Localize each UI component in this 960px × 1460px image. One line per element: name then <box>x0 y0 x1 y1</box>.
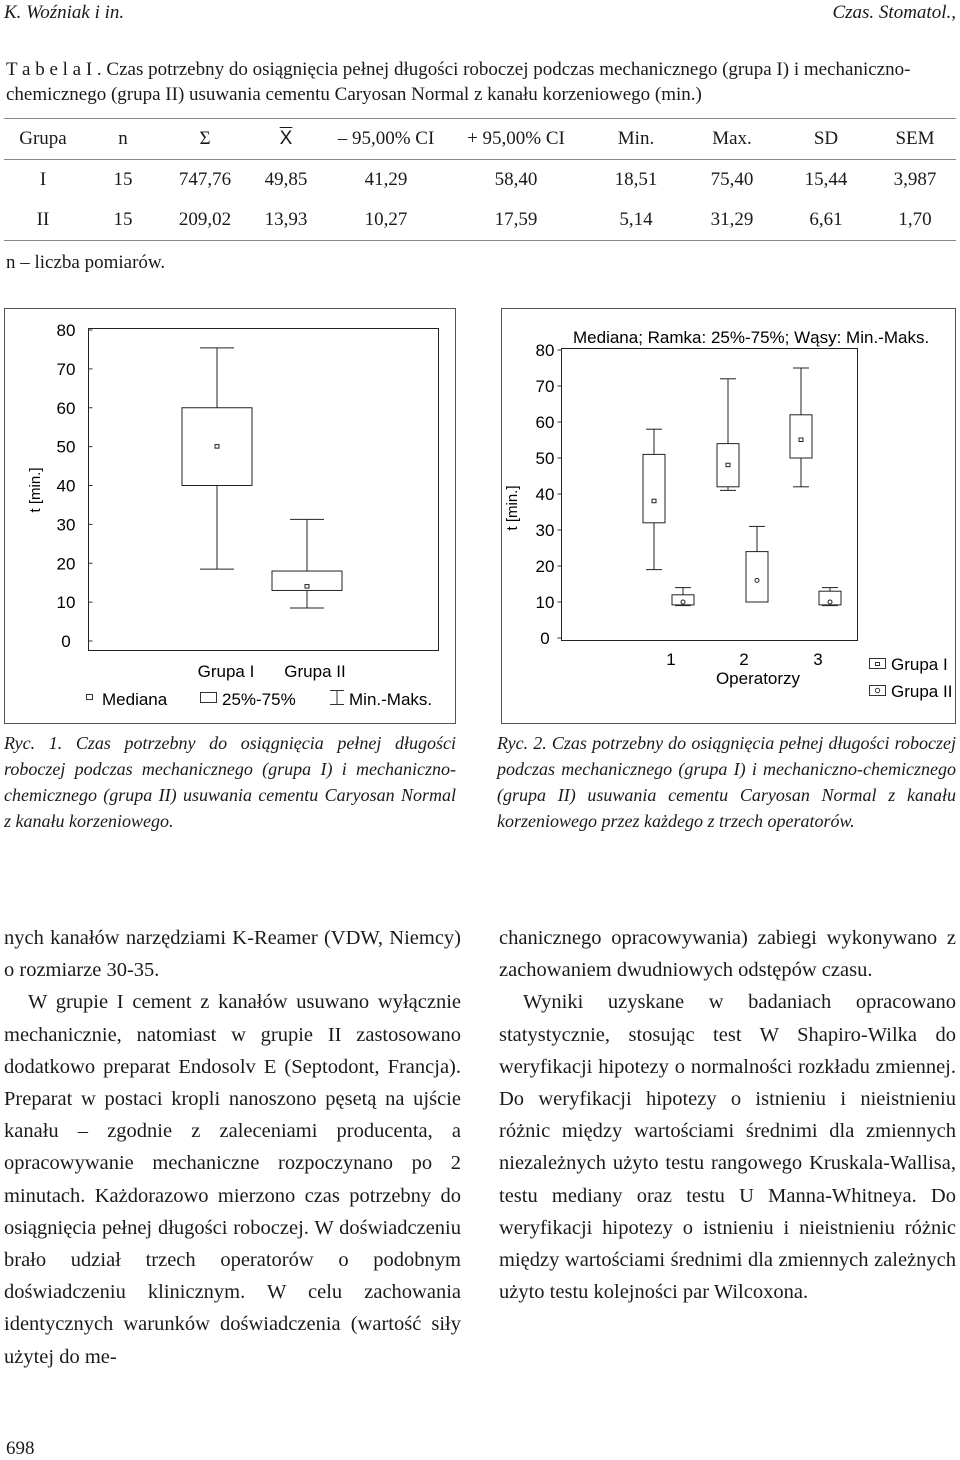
table-cell: 1,70 <box>898 209 932 230</box>
x-tick-label: Grupa II <box>284 662 346 681</box>
median-marker <box>681 600 685 604</box>
x-tick-label: 2 <box>739 650 749 669</box>
figure-2-chart <box>501 308 956 724</box>
legend-grupa-2-label: Grupa II <box>891 682 953 701</box>
box-plot <box>819 588 841 606</box>
y-tick-label: 40 <box>56 476 76 496</box>
table-cell: 6,61 <box>809 209 843 230</box>
page-number: 698 <box>6 1438 35 1459</box>
figure-2-ylabel: t [min.] <box>504 485 521 531</box>
table-cell: 10,27 <box>364 209 408 230</box>
legend-grupa-2-median <box>875 688 879 692</box>
box-plot <box>717 379 739 491</box>
results-table <box>4 118 956 241</box>
y-tick-label: 20 <box>535 557 555 576</box>
running-header-left: K. Woźniak i in. <box>4 2 125 23</box>
figure-1-caption: Ryc. 1. Czas potrzebny do osiągnięcia pełnej długości roboczej podczas mechanicznego (grupa I) i mechaniczno-chemicznego (grupa II) usuwania cementu Caryosan Normal z kanału korzeniowego. <box>4 733 456 831</box>
col-header: Min. <box>617 128 655 149</box>
figure-2-frame <box>502 309 956 724</box>
table-cell: 31,29 <box>710 209 754 230</box>
legend-box-symbol <box>201 693 217 703</box>
y-tick-label: 80 <box>56 321 76 340</box>
y-tick-label: 30 <box>56 515 76 535</box>
y-tick-label: 10 <box>56 593 76 613</box>
legend-grupa-1-label: Grupa I <box>891 655 948 674</box>
table-row <box>4 200 956 241</box>
col-header-mean <box>246 119 326 160</box>
y-tick-label: 50 <box>56 437 76 457</box>
box-plot <box>790 368 812 487</box>
table-cell: 15 <box>113 209 133 230</box>
table-cell: 747,76 <box>178 169 232 190</box>
col-header: + 95,00% CI <box>467 128 565 149</box>
legend-grupa-1-median <box>876 663 880 666</box>
y-tick-label: 0 <box>540 629 550 648</box>
iqr-box <box>643 454 665 522</box>
figure-1-ylabel: t [min.] <box>27 467 44 513</box>
legend-median-label: Mediana <box>102 690 168 709</box>
x-tick-label: Grupa I <box>197 662 255 681</box>
table-cell: 18,51 <box>614 169 658 190</box>
x-tick-label: 3 <box>813 650 823 669</box>
table-cell: I <box>39 169 47 190</box>
col-header: – 95,00% CI <box>337 128 435 149</box>
figure-2-caption: Ryc. 2. Czas potrzebny do osiągnięcia pełnej długości roboczej podczas mechanicznego (grupa I) i mechaniczno-chemicznego (grupa II) usuwania cementu Caryosan Normal z kanału korzeniowego przez każdego z trzech operatorów. <box>497 733 956 831</box>
figure-2-xlabel: Operatorzy <box>715 669 801 688</box>
table-note: n – liczba pomiarów. <box>6 252 166 273</box>
table-cell: 58,40 <box>494 169 538 190</box>
y-tick-label: 40 <box>535 485 555 504</box>
figure-1 <box>4 308 456 831</box>
col-header: SD <box>813 128 839 149</box>
box-plot <box>746 526 768 602</box>
figure-1-chart <box>4 308 456 724</box>
figure-2-plot-area <box>562 349 858 641</box>
y-tick-label: 60 <box>535 413 555 432</box>
legend-median-symbol <box>87 695 93 700</box>
table-cell: 13,93 <box>264 209 308 230</box>
mean-symbol: $\overline{X}$ <box>279 128 293 149</box>
figure-2-title: Mediana; Ramka: 25%-75%; Wąsy: Min.-Maks. <box>573 328 930 347</box>
table-cell: 5,14 <box>619 209 653 230</box>
y-tick-label: 60 <box>56 398 76 418</box>
paragraph: W grupie I cement z kanałów usuwano wyłącznie mechanicznie, natomiast w grupie II zastosowano dodatkowo preparat Endosolv E (Septodont, Francja). Preparat w postaci kropli nanoszono pęsetą na ujście kanału – zgodnie z zaleceniami producenta, a opracowywanie mechaniczne rozpoczynano po 2 minutach. Każdorazowo mierzono czas potrzebny do osiągnięcia pełnej długości roboczej. W doświadczeniu brało udział trzech operatorów o podobnym doświadczeniu klinicznym. W celu zachowania identycznych warunków doświadczenia (wartość siły użytej do me- <box>4 991 461 1368</box>
box-plot <box>272 519 342 608</box>
iqr-box <box>790 415 812 458</box>
y-tick-label: 30 <box>535 521 555 540</box>
table-row <box>4 160 956 201</box>
table-cell: 49,85 <box>264 169 308 190</box>
y-tick-label: 10 <box>535 593 555 612</box>
y-tick-label: 70 <box>56 359 76 379</box>
figure-2 <box>497 308 956 831</box>
col-header: Σ <box>199 128 211 149</box>
body-column-left <box>4 922 461 1373</box>
median-marker <box>726 463 730 467</box>
paragraph: Wyniki uzyskane w badaniach opracowano statystycznie, stosując test W Shapiro-Wilka do weryfikacji hipotezy o normalności rozkładu zmiennej. Do weryfikacji hipotezy o istnieniu i nieistnieniu różnic między wartościami średnimi dla zmiennych niezależnych użyto testu rangowego Kruskala-Wallisa, testu mediany oraz testu U Manna-Whitneya. Do weryfikacji hipotezy o istnieniu i nieistnieniu różnic między wartościami średnimi dla zmiennych zależnych użyto testu kolejności par Wilcoxona. <box>499 991 956 1304</box>
y-tick-label: 80 <box>535 341 555 360</box>
figure-1-plot-area <box>89 329 439 651</box>
table-caption: T a b e l a I . Czas potrzebny do osiągnięcia pełnej długości roboczej podczas mechanicznego (grupa I) i mechaniczno-chemicznego (grupa II) usuwania cementu Caryosan Normal z kanału korzeniowego (min.) <box>6 59 911 105</box>
running-header-right: Czas. Stomatol., <box>832 2 956 23</box>
table-cell: 209,02 <box>178 209 232 230</box>
table-header-row <box>4 119 956 160</box>
paragraph: nych kanałów narzędziami K-Reamer (VDW, Niemcy) o rozmiarze 30-35. <box>4 927 461 982</box>
table-cell: 15 <box>113 169 133 190</box>
col-header: n <box>118 128 128 149</box>
table-cell: 17,59 <box>494 209 538 230</box>
table-cell: 3,987 <box>893 169 937 190</box>
legend-whisker-label: Min.-Maks. <box>349 690 433 709</box>
col-header: SEM <box>895 128 935 149</box>
y-tick-label: 50 <box>535 449 555 468</box>
col-header: Grupa <box>19 128 67 149</box>
y-tick-label: 70 <box>535 377 555 396</box>
table-cell: 75,40 <box>710 169 754 190</box>
legend-whisker-symbol <box>330 691 344 705</box>
table-cell: II <box>36 209 50 230</box>
x-tick-label: 1 <box>666 650 676 669</box>
median-marker <box>799 438 803 442</box>
median-marker <box>652 499 656 503</box>
box-plot <box>672 588 694 606</box>
paragraph: chanicznego opracowywania) zabiegi wykonywano z zachowaniem dwudniowych odstępów czasu. <box>499 927 956 982</box>
median-marker <box>305 585 309 589</box>
median-marker <box>828 600 832 604</box>
y-tick-label: 20 <box>56 554 76 574</box>
y-tick-label: 0 <box>61 632 71 651</box>
col-header: Max. <box>712 128 752 149</box>
box-plot <box>643 429 665 569</box>
body-column-right <box>499 922 956 1308</box>
legend-box-label: 25%-75% <box>222 690 296 709</box>
iqr-box <box>746 552 768 602</box>
table-cell: 41,29 <box>364 169 408 190</box>
table-cell: 15,44 <box>804 169 848 190</box>
median-marker <box>755 578 759 582</box>
median-marker <box>215 445 219 449</box>
box-plot <box>182 348 252 569</box>
